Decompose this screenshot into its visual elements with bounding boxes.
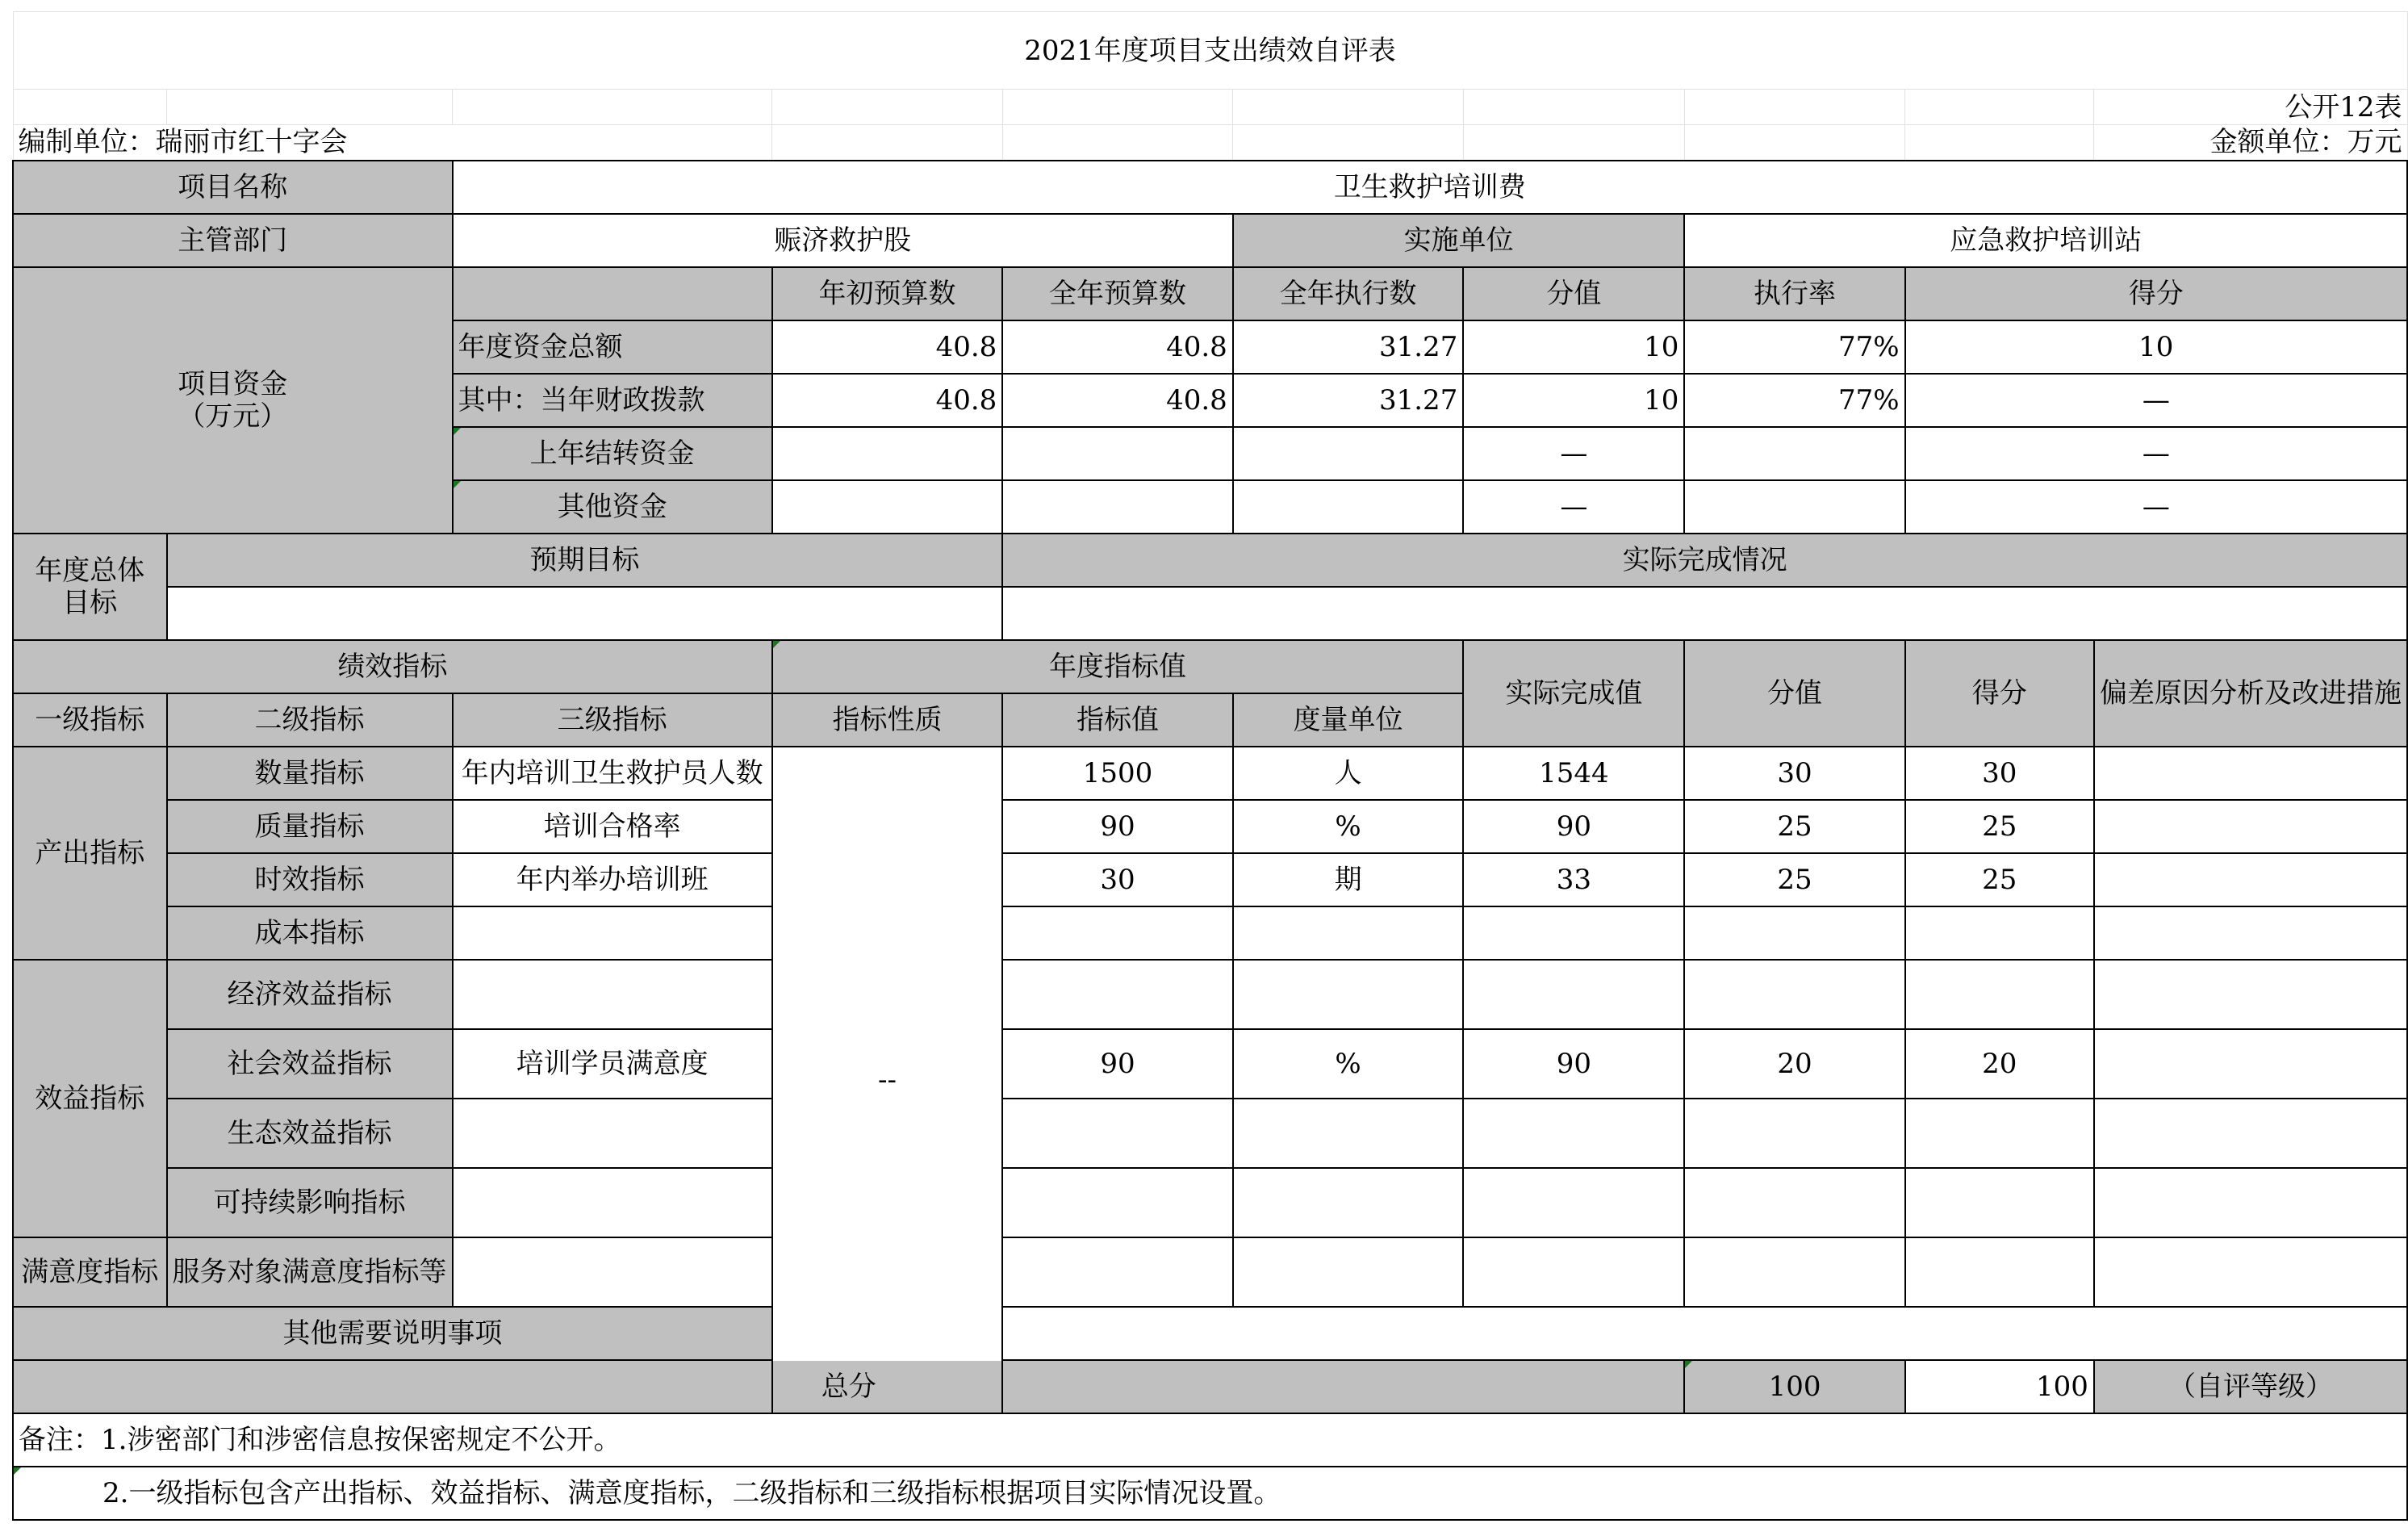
level3-item: 培训学员满意度 bbox=[453, 1029, 772, 1099]
indicator-weight bbox=[1684, 906, 1904, 960]
funds-rate bbox=[1684, 480, 1904, 534]
deviation-reason-label: 偏差原因分析及改进措施 bbox=[2094, 640, 2407, 747]
indicator-value: 30 bbox=[1002, 853, 1233, 906]
other-matters-label: 其他需要说明事项 bbox=[13, 1307, 772, 1360]
indicator-reason bbox=[2094, 800, 2407, 853]
funds-row-name: 上年结转资金 bbox=[453, 427, 772, 480]
indicator-unit bbox=[1233, 1168, 1464, 1237]
page-title: 2021年度项目支出绩效自评表 bbox=[13, 12, 2407, 90]
unit-label: 度量单位 bbox=[1233, 693, 1464, 747]
indicator-score: 20 bbox=[1905, 1029, 2094, 1099]
funds-weight: 10 bbox=[1463, 374, 1684, 427]
indicator-value bbox=[1002, 1237, 1233, 1307]
indicator-actual bbox=[1463, 960, 1684, 1029]
indicator-value: 90 bbox=[1002, 1029, 1233, 1099]
actual-completion-label: 实际完成情况 bbox=[1002, 534, 2407, 587]
indicator-unit bbox=[1233, 1099, 1464, 1168]
indicator-value bbox=[1002, 1099, 1233, 1168]
level2-item: 服务对象满意度指标等 bbox=[167, 1237, 453, 1307]
level3-item bbox=[453, 1168, 772, 1237]
indicator-reason bbox=[2094, 906, 2407, 960]
funds-score: — bbox=[1905, 427, 2407, 480]
funds-rate: 77% bbox=[1684, 374, 1904, 427]
indicator-weight bbox=[1684, 1168, 1904, 1237]
funds-score: 10 bbox=[1905, 320, 2407, 374]
form-number: 公开12表 bbox=[2094, 90, 2407, 125]
indicator-score: 25 bbox=[1905, 853, 2094, 906]
funds-header-weight: 分值 bbox=[1463, 267, 1684, 320]
funds-label: 项目资金 （万元） bbox=[13, 267, 453, 534]
funds-weight: — bbox=[1463, 480, 1684, 534]
level3-item bbox=[453, 1237, 772, 1307]
funds-score: — bbox=[1905, 480, 2407, 534]
group-satisfaction: 满意度指标 bbox=[13, 1237, 167, 1307]
indicator-score bbox=[1905, 960, 2094, 1029]
funds-score: — bbox=[1905, 374, 2407, 427]
indicator-reason bbox=[2094, 960, 2407, 1029]
indicator-actual bbox=[1463, 1099, 1684, 1168]
amount-unit: 金额单位：万元 bbox=[2094, 125, 2407, 161]
indicator-score bbox=[1905, 906, 2094, 960]
indicator-score bbox=[1905, 1099, 2094, 1168]
funds-executed: 31.27 bbox=[1233, 374, 1464, 427]
funds-executed: 31.27 bbox=[1233, 320, 1464, 374]
level3-label: 三级指标 bbox=[453, 693, 772, 747]
funds-header-rate: 执行率 bbox=[1684, 267, 1904, 320]
weight-label: 分值 bbox=[1684, 640, 1904, 747]
level3-item: 培训合格率 bbox=[453, 800, 772, 853]
level2-item: 可持续影响指标 bbox=[167, 1168, 453, 1237]
self-assessment-grade: （自评等级） bbox=[2094, 1360, 2407, 1413]
implementing-unit-value: 应急救护培训站 bbox=[1684, 214, 2407, 267]
funds-executed bbox=[1233, 480, 1464, 534]
indicator-weight: 20 bbox=[1684, 1029, 1904, 1099]
funds-initial bbox=[772, 427, 1003, 480]
indicator-reason bbox=[2094, 853, 2407, 906]
indicator-unit: % bbox=[1233, 1029, 1464, 1099]
indicator-score bbox=[1905, 1237, 2094, 1307]
funds-rate: 77% bbox=[1684, 320, 1904, 374]
funds-initial: 40.8 bbox=[772, 374, 1003, 427]
level3-item bbox=[453, 906, 772, 960]
funds-annual bbox=[1002, 480, 1233, 534]
funds-row-name: 其他资金 bbox=[453, 480, 772, 534]
actual-value-label: 实际完成值 bbox=[1463, 640, 1684, 747]
indicator-actual: 90 bbox=[1463, 800, 1684, 853]
funds-weight: — bbox=[1463, 427, 1684, 480]
total-label: 总分 bbox=[13, 1360, 1684, 1413]
total-weight: 100 bbox=[1684, 1360, 1904, 1413]
department-value: 赈济救护股 bbox=[453, 214, 1233, 267]
performance-table bbox=[12, 11, 2408, 1521]
note-line-1: 备注：1.涉密部门和涉密信息按保密规定不公开。 bbox=[13, 1413, 2407, 1467]
funds-annual bbox=[1002, 427, 1233, 480]
level3-item: 年内培训卫生救护员人数 bbox=[453, 747, 772, 800]
indicator-unit: 人 bbox=[1233, 747, 1464, 800]
indicator-actual: 1544 bbox=[1463, 747, 1684, 800]
indicator-unit bbox=[1233, 960, 1464, 1029]
funds-header-blank bbox=[453, 267, 772, 320]
indicator-value bbox=[1002, 1168, 1233, 1237]
level1-label: 一级指标 bbox=[13, 693, 167, 747]
indicator-reason bbox=[2094, 1029, 2407, 1099]
project-name-value: 卫生救护培训费 bbox=[453, 161, 2407, 214]
funds-annual: 40.8 bbox=[1002, 374, 1233, 427]
compiling-unit: 编制单位：瑞丽市红十字会 bbox=[13, 125, 772, 161]
indicator-weight: 25 bbox=[1684, 800, 1904, 853]
expected-goal-label: 预期目标 bbox=[167, 534, 1003, 587]
funds-row-name: 其中：当年财政拨款 bbox=[453, 374, 772, 427]
indicator-score: 30 bbox=[1905, 747, 2094, 800]
expected-goal-value bbox=[167, 587, 1003, 640]
indicator-unit: % bbox=[1233, 800, 1464, 853]
score-label: 得分 bbox=[1905, 640, 2094, 747]
indicator-weight bbox=[1684, 1237, 1904, 1307]
funds-row-name: 年度资金总额 bbox=[453, 320, 772, 374]
funds-header-executed: 全年执行数 bbox=[1233, 267, 1464, 320]
indicator-reason bbox=[2094, 1099, 2407, 1168]
level2-item: 质量指标 bbox=[167, 800, 453, 853]
level2-item: 社会效益指标 bbox=[167, 1029, 453, 1099]
indicator-reason bbox=[2094, 1237, 2407, 1307]
indicator-value: 90 bbox=[1002, 800, 1233, 853]
level3-item: 年内举办培训班 bbox=[453, 853, 772, 906]
level2-item: 经济效益指标 bbox=[167, 960, 453, 1029]
indicator-reason bbox=[2094, 747, 2407, 800]
funds-executed bbox=[1233, 427, 1464, 480]
indicator-weight bbox=[1684, 1099, 1904, 1168]
funds-weight: 10 bbox=[1463, 320, 1684, 374]
indicator-weight bbox=[1684, 960, 1904, 1029]
nature-label: 指标性质 bbox=[772, 693, 1003, 747]
indicator-value bbox=[1002, 906, 1233, 960]
level2-item: 生态效益指标 bbox=[167, 1099, 453, 1168]
indicator-reason bbox=[2094, 1168, 2407, 1237]
level2-label: 二级指标 bbox=[167, 693, 453, 747]
indicator-actual bbox=[1463, 1237, 1684, 1307]
funds-header-initial: 年初预算数 bbox=[772, 267, 1003, 320]
indicator-nature-value: -- bbox=[772, 747, 1003, 1413]
indicator-unit bbox=[1233, 906, 1464, 960]
actual-completion-value bbox=[1002, 587, 2407, 640]
group-benefit: 效益指标 bbox=[13, 960, 167, 1237]
indicator-unit bbox=[1233, 1237, 1464, 1307]
project-name-label: 项目名称 bbox=[13, 161, 453, 214]
indicator-value bbox=[1002, 960, 1233, 1029]
indicator-weight: 30 bbox=[1684, 747, 1904, 800]
level2-item: 时效指标 bbox=[167, 853, 453, 906]
funds-annual: 40.8 bbox=[1002, 320, 1233, 374]
group-output: 产出指标 bbox=[13, 747, 167, 960]
level3-item bbox=[453, 1099, 772, 1168]
annual-goal-label: 年度总体 目标 bbox=[13, 534, 167, 640]
performance-indicator-label: 绩效指标 bbox=[13, 640, 772, 693]
department-label: 主管部门 bbox=[13, 214, 453, 267]
annual-indicator-value-label: 年度指标值 bbox=[772, 640, 1464, 693]
other-matters-value bbox=[1002, 1307, 2407, 1360]
indicator-actual bbox=[1463, 906, 1684, 960]
level2-item: 成本指标 bbox=[167, 906, 453, 960]
indicator-score: 25 bbox=[1905, 800, 2094, 853]
indicator-unit: 期 bbox=[1233, 853, 1464, 906]
value-label: 指标值 bbox=[1002, 693, 1233, 747]
note-line-2: 2.一级指标包含产出指标、效益指标、满意度指标，二级指标和三级指标根据项目实际情况设置。 bbox=[13, 1467, 2407, 1520]
level2-item: 数量指标 bbox=[167, 747, 453, 800]
indicator-actual: 90 bbox=[1463, 1029, 1684, 1099]
indicator-score bbox=[1905, 1168, 2094, 1237]
indicator-actual: 33 bbox=[1463, 853, 1684, 906]
implementing-unit-label: 实施单位 bbox=[1233, 214, 1685, 267]
funds-initial: 40.8 bbox=[772, 320, 1003, 374]
funds-header-annual: 全年预算数 bbox=[1002, 267, 1233, 320]
funds-rate bbox=[1684, 427, 1904, 480]
total-score: 100 bbox=[1905, 1360, 2094, 1413]
indicator-weight: 25 bbox=[1684, 853, 1904, 906]
level3-item bbox=[453, 960, 772, 1029]
indicator-actual bbox=[1463, 1168, 1684, 1237]
funds-header-score: 得分 bbox=[1905, 267, 2407, 320]
funds-initial bbox=[772, 480, 1003, 534]
indicator-value: 1500 bbox=[1002, 747, 1233, 800]
